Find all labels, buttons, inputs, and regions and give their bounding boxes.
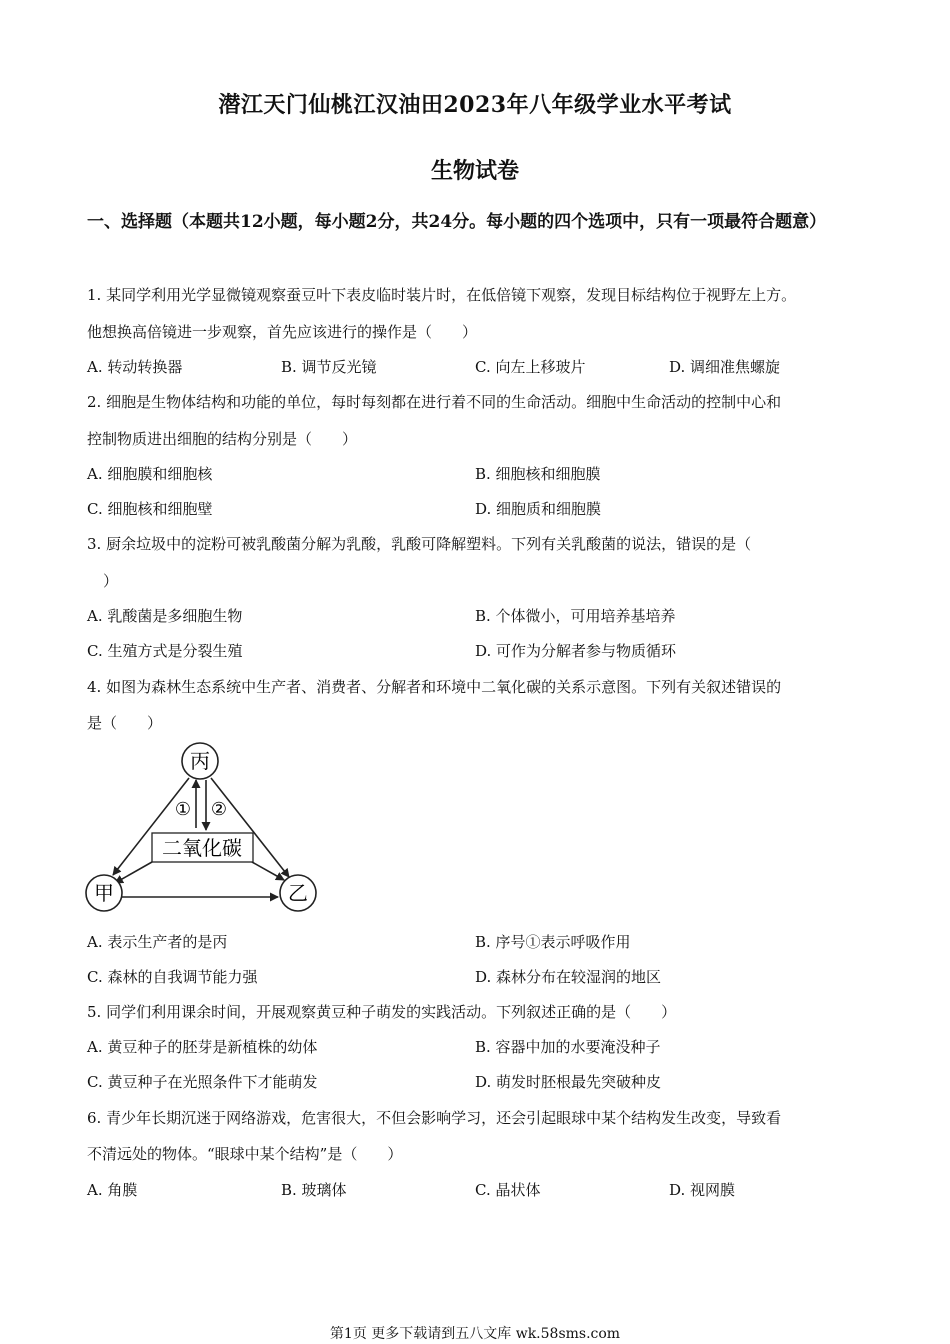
node-bing-label: 丙 [190, 749, 210, 773]
option-a: A. 细胞膜和细胞核 [87, 465, 213, 483]
question-text: 2. 细胞是生物体结构和功能的单位，每时每刻都在进行着不同的生命活动。细胞中生命活动的控制中心和 [87, 393, 782, 411]
question-text: 不清远处的物体。“眼球中某个结构”是（ ） [87, 1145, 403, 1163]
node-yi-label: 乙 [288, 881, 308, 905]
question-text: 5. 同学们利用课余时间，开展观察黄豆种子萌发的实践活动。下列叙述正确的是（ ） [87, 1003, 677, 1021]
option-c: C. 生殖方式是分裂生殖 [87, 642, 243, 660]
question-text: 3. 厨余垃圾中的淀粉可被乳酸菌分解为乳酸，乳酸可降解塑料。下列有关乳酸菌的说法，错误的是（ [87, 535, 752, 553]
option-d: D. 视网膜 [669, 1181, 736, 1199]
question-text: 是（ ） [87, 714, 163, 732]
question-text: 1. 某同学利用光学显微镜观察蚕豆叶下表皮临时装片时，在低倍镜下观察，发现目标结构位于视野左上方。 [87, 286, 797, 304]
option-b: B. 调节反光镜 [281, 358, 377, 376]
option-b: B. 个体微小，可用培养基培养 [475, 607, 676, 625]
section-header: 一、选择题（本题共12小题，每小题2分，共24分。每小题的四个选项中，只有一项最符合题意） [87, 212, 827, 232]
option-a: A. 角膜 [87, 1181, 138, 1199]
co2-label: 二氧化碳 [162, 836, 242, 860]
option-c: C. 黄豆种子在光照条件下才能萌发 [87, 1073, 318, 1091]
option-a: A. 表示生产者的是丙 [87, 933, 228, 951]
page-subtitle: 生物试卷 [430, 158, 519, 184]
option-b: B. 容器中加的水要淹没种子 [475, 1038, 661, 1056]
option-a: A. 黄豆种子的胚芽是新植株的幼体 [87, 1038, 318, 1056]
question-text: 6. 青少年长期沉迷于网络游戏，危害很大，不但会影响学习，还会引起眼球中某个结构发生改变，导致看 [87, 1109, 782, 1127]
option-a: A. 乳酸菌是多细胞生物 [87, 607, 243, 625]
question-text: 4. 如图为森林生态系统中生产者、消费者、分解者和环境中二氧化碳的关系示意图。下列有关叙述错误的 [87, 678, 782, 696]
question-text: ） [103, 572, 119, 590]
option-d: D. 森林分布在较湿润的地区 [475, 968, 662, 986]
option-b: B. 序号①表示呼吸作用 [475, 933, 631, 951]
option-d: D. 萌发时胚根最先突破种皮 [475, 1073, 662, 1091]
option-d: D. 细胞质和细胞膜 [475, 500, 602, 518]
page-footer: 第1页 更多下载请到五八文库 wk.58sms.com [329, 1326, 621, 1342]
node-jia-label: 甲 [94, 881, 114, 905]
question-text: 他想换高倍镜进一步观察，首先应该进行的操作是（ ） [87, 323, 478, 341]
option-c: C. 晶状体 [475, 1181, 541, 1199]
option-d: D. 调细准焦螺旋 [669, 358, 781, 376]
option-b: B. 细胞核和细胞膜 [475, 465, 601, 483]
option-c: C. 森林的自我调节能力强 [87, 968, 258, 986]
option-b: B. 玻璃体 [281, 1181, 347, 1199]
option-c: C. 向左上移玻片 [475, 358, 586, 376]
option-c: C. 细胞核和细胞壁 [87, 500, 213, 518]
option-d: D. 可作为分解者参与物质循环 [475, 642, 677, 660]
label-2: ② [210, 799, 228, 820]
option-a: A. 转动转换器 [87, 358, 183, 376]
page-title: 潜江天门仙桃江汉油田2023年八年级学业水平考试 [218, 92, 732, 118]
carbon-cycle-diagram [80, 740, 325, 920]
label-1: ① [174, 799, 192, 820]
question-text: 控制物质进出细胞的结构分别是（ ） [87, 430, 358, 448]
